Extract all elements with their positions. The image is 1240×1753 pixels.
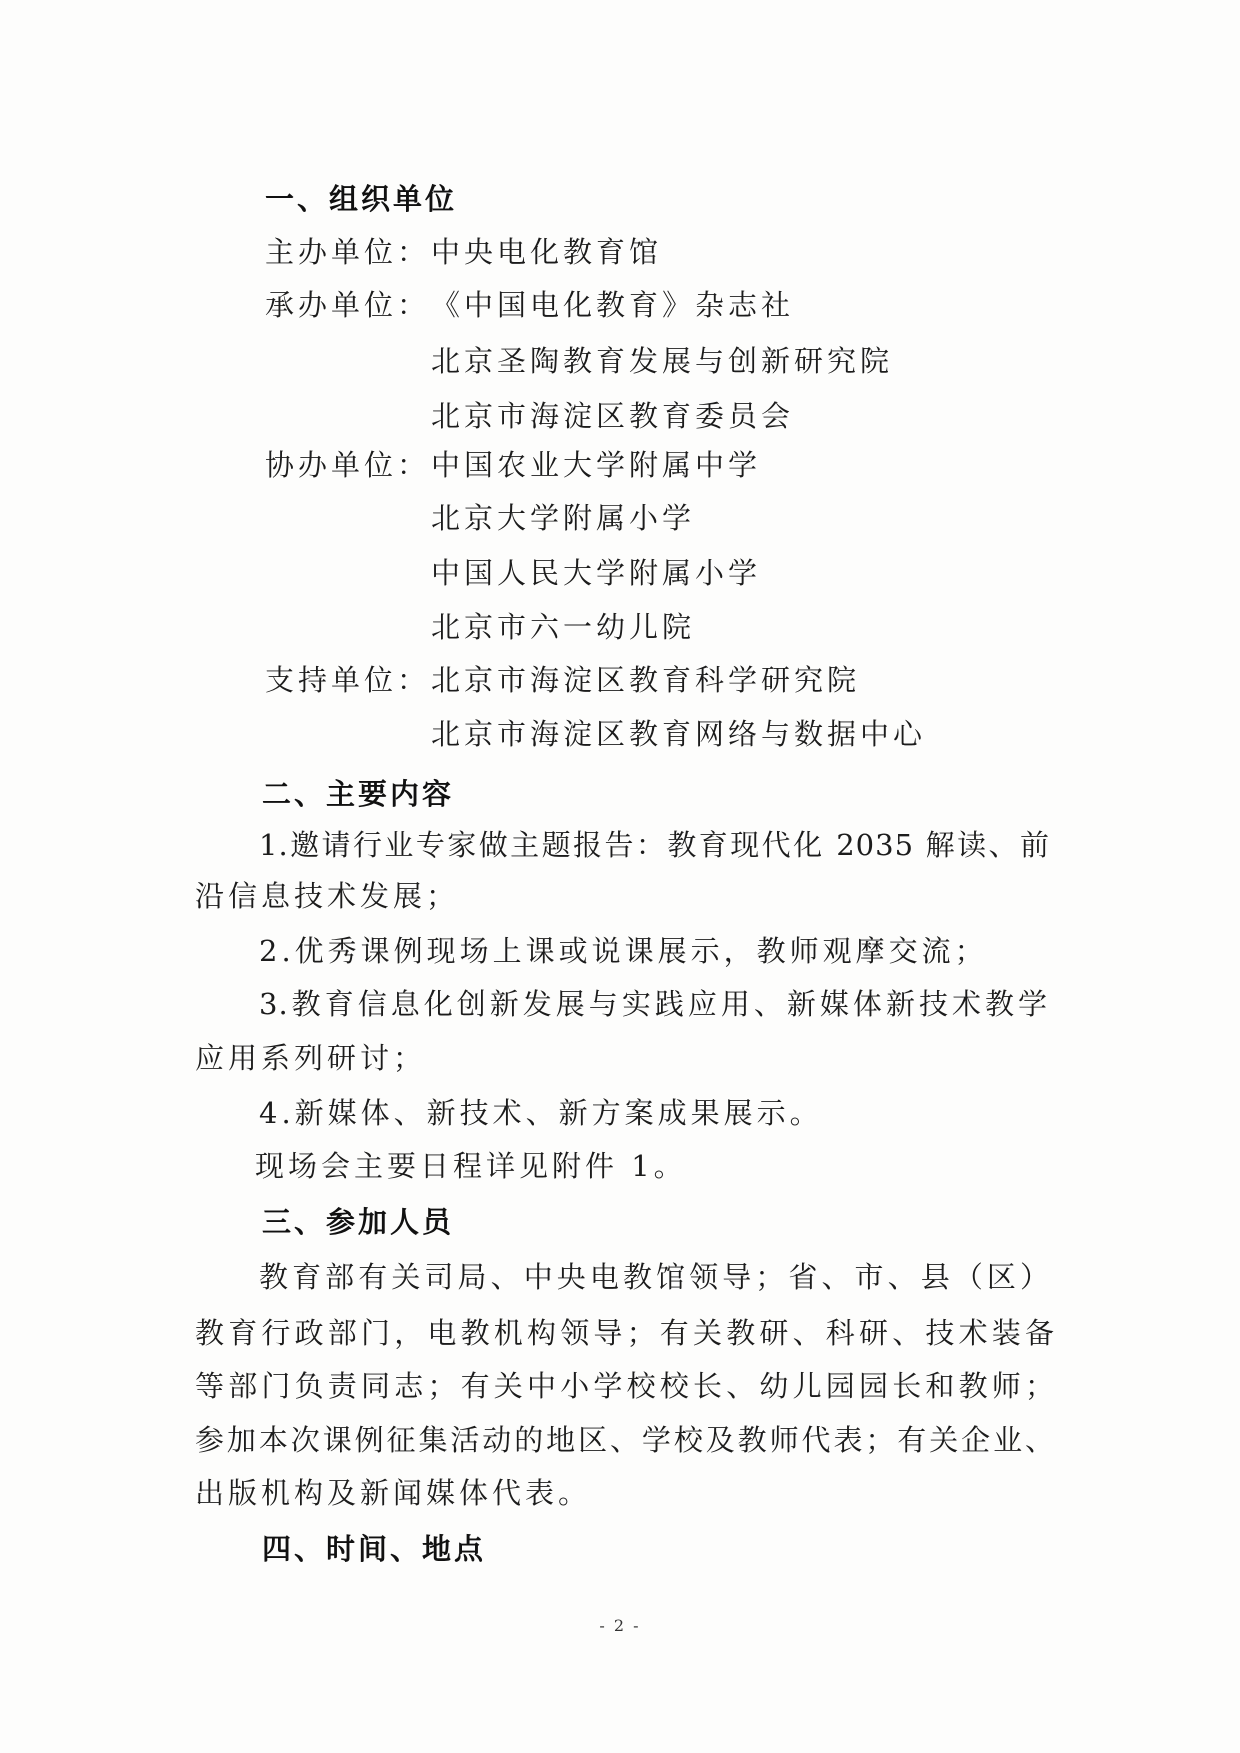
co-organizer-item: 北京大学附属小学: [431, 501, 696, 535]
schedule-note: 现场会主要日程详见附件 1。: [255, 1149, 687, 1183]
participants-line: 教育部有关司局、中央电教馆领导；省、市、县（区）: [259, 1260, 1050, 1294]
section-heading-organizers: 一、组织单位: [265, 182, 458, 216]
participants-line: 参加本次课例征集活动的地区、学校及教师代表；有关企业、: [195, 1423, 1055, 1457]
organizer-item: 《中国电化教育》杂志社: [431, 288, 795, 322]
organizer-item: 北京圣陶教育发展与创新研究院: [431, 344, 894, 378]
content-item-4: 4.新媒体、新技术、新方案成果展示。: [259, 1096, 823, 1130]
participants-line: 出版机构及新闻媒体代表。: [195, 1476, 592, 1510]
supporter-item: 北京市海淀区教育科学研究院: [431, 663, 861, 697]
supporter-label: 支持单位：: [265, 663, 431, 697]
page-number: - 2 -: [599, 1616, 641, 1635]
organizer-label: 承办单位：: [265, 288, 431, 322]
content-item-1-line-2: 沿信息技术发展；: [195, 879, 460, 913]
co-organizer-item: 中国农业大学附属中学: [431, 448, 762, 482]
participants-line: 等部门负责同志；有关中小学校校长、幼儿园园长和教师；: [195, 1369, 1055, 1403]
section-heading-content: 二、主要内容: [262, 777, 455, 811]
host-value: 中央电化教育馆: [431, 235, 663, 269]
co-organizer-label: 协办单位：: [265, 448, 431, 482]
supporter-item: 北京市海淀区教育网络与数据中心: [431, 717, 927, 751]
section-heading-time-place: 四、时间、地点: [262, 1532, 487, 1566]
organizer-item: 北京市海淀区教育委员会: [431, 399, 795, 433]
content-item-3-line-1: 3.教育信息化创新发展与实践应用、新媒体新技术教学: [259, 987, 1048, 1021]
content-item-2: 2.优秀课例现场上课或说课展示，教师观摩交流；: [259, 934, 988, 968]
host-label: 主办单位：: [265, 235, 431, 269]
co-organizer-item: 北京市六一幼儿院: [431, 610, 696, 644]
participants-line: 教育行政部门，电教机构领导；有关教研、科研、技术装备: [195, 1316, 1055, 1350]
content-item-3-line-2: 应用系列研讨；: [195, 1041, 427, 1075]
content-item-1-line-1: 1.邀请行业专家做主题报告：教育现代化 2035 解读、前: [259, 828, 1050, 862]
co-organizer-item: 中国人民大学附属小学: [431, 556, 762, 590]
section-heading-participants: 三、参加人员: [262, 1205, 455, 1239]
